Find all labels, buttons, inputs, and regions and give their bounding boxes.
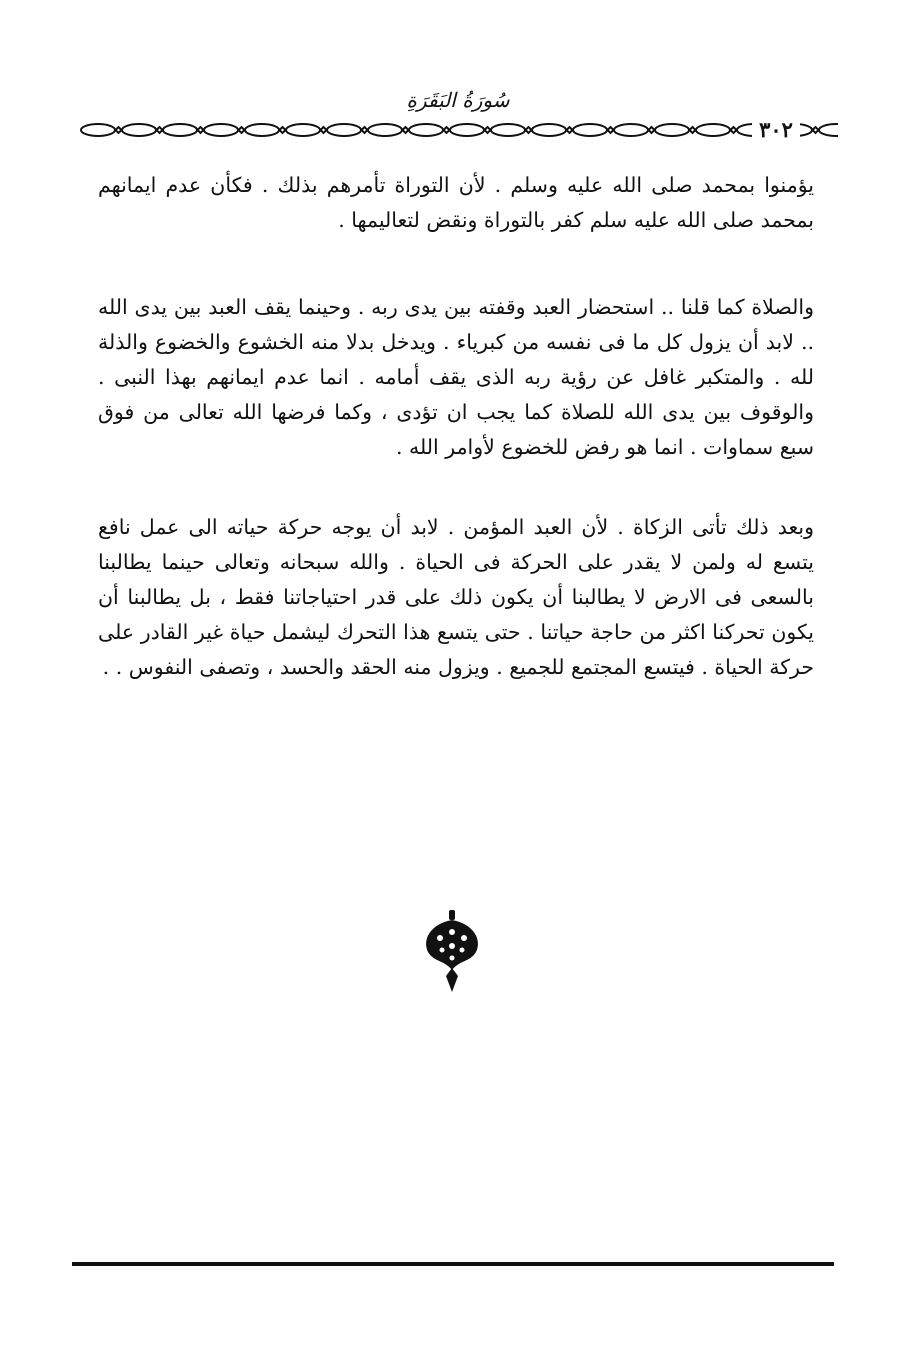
chain-diamond [608,127,614,133]
oval-chain-border-icon [78,118,838,142]
chain-link [696,124,730,136]
chain-diamond [198,127,204,133]
footer-rule [72,1262,834,1266]
chain-diamond [444,127,450,133]
chain-diamond [362,127,368,133]
chain-diamond [157,127,163,133]
chain-diamond [280,127,286,133]
chain-link [819,124,838,136]
chain-link [573,124,607,136]
chain-diamond [690,127,696,133]
chain-link [655,124,689,136]
chain-diamond [813,127,819,133]
paragraph-1 [98,168,814,238]
chain-diamond [567,127,573,133]
chain-link [450,124,484,136]
chain-link [491,124,525,136]
chain-diamond [485,127,491,133]
chain-link [163,124,197,136]
chain-diamond [321,127,327,133]
chain-diamond [731,127,737,133]
chain-link [245,124,279,136]
paragraph-3 [98,510,814,685]
chain-diamond [239,127,245,133]
chain-link [532,124,566,136]
chain-diamond [649,127,655,133]
chain-diamond [403,127,409,133]
page-number: ٣٠٢ [752,118,800,142]
paragraph-2 [98,290,814,465]
paragraph-text: يؤمنوا بمحمد صلى الله عليه وسلم . لأن التوراة تأمرهم بذلك . فكأن عدم ايمانهم بمحمد صلى الله عليه سلم كفر بالتوراة ونقض لتعاليمها . [98,173,814,232]
chain-link [122,124,156,136]
chain-link [204,124,238,136]
chain-diamond [116,127,122,133]
paragraph-text: والصلاة كما قلنا .. استحضار العبد وقفته بين يدى ربه . وحينما يقف العبد بين يدى الله .. لابد أن يزول كل ما فى نفسه من كبرياء . ويدخل بدلا منه الخشوع والخضوع والذلة لله . والمتكبر غافل عن رؤية ربه الذى يقف أمامه . انما عدم ايمانهم بهذا النبى . والوقوف بين يدى الله للصلاة كما يجب ان تؤدى ، وكما فرضها الله تعالى من فوق سبع سماوات . انما هو رفض للخضوع لأوامر الله . [98,295,814,459]
paragraph-text: وبعد ذلك تأتى الزكاة . لأن العبد المؤمن . لابد أن يوجه حركة حياته الى عمل نافع يتسع له ولمن لا يقدر على الحركة فى الحياة . والله سبحانه وتعالى حينما يطالبنا بالسعى فى الارض لا يطالبنا أن يكون ذلك على قدر احتياجاتنا فقط ، بل يطالبنا أن يكون تحركنا اكثر من حاجة حياتنا . حتى يتسع هذا التحرك ليشمل حياة غير القادر على حركة الحياة . فيتسع المجتمع للجميع . ويزول منه الحقد والحسد ، وتصفى النفوس . . [98,515,814,679]
chain-link [286,124,320,136]
chain-link [409,124,443,136]
floral-ornament-icon [420,910,484,992]
chain-diamond [526,127,532,133]
chain-link [614,124,648,136]
surah-title: سُورَةُ البَقَرَةِ [406,88,510,112]
chain-link [368,124,402,136]
chain-link [81,124,115,136]
chain-link [327,124,361,136]
